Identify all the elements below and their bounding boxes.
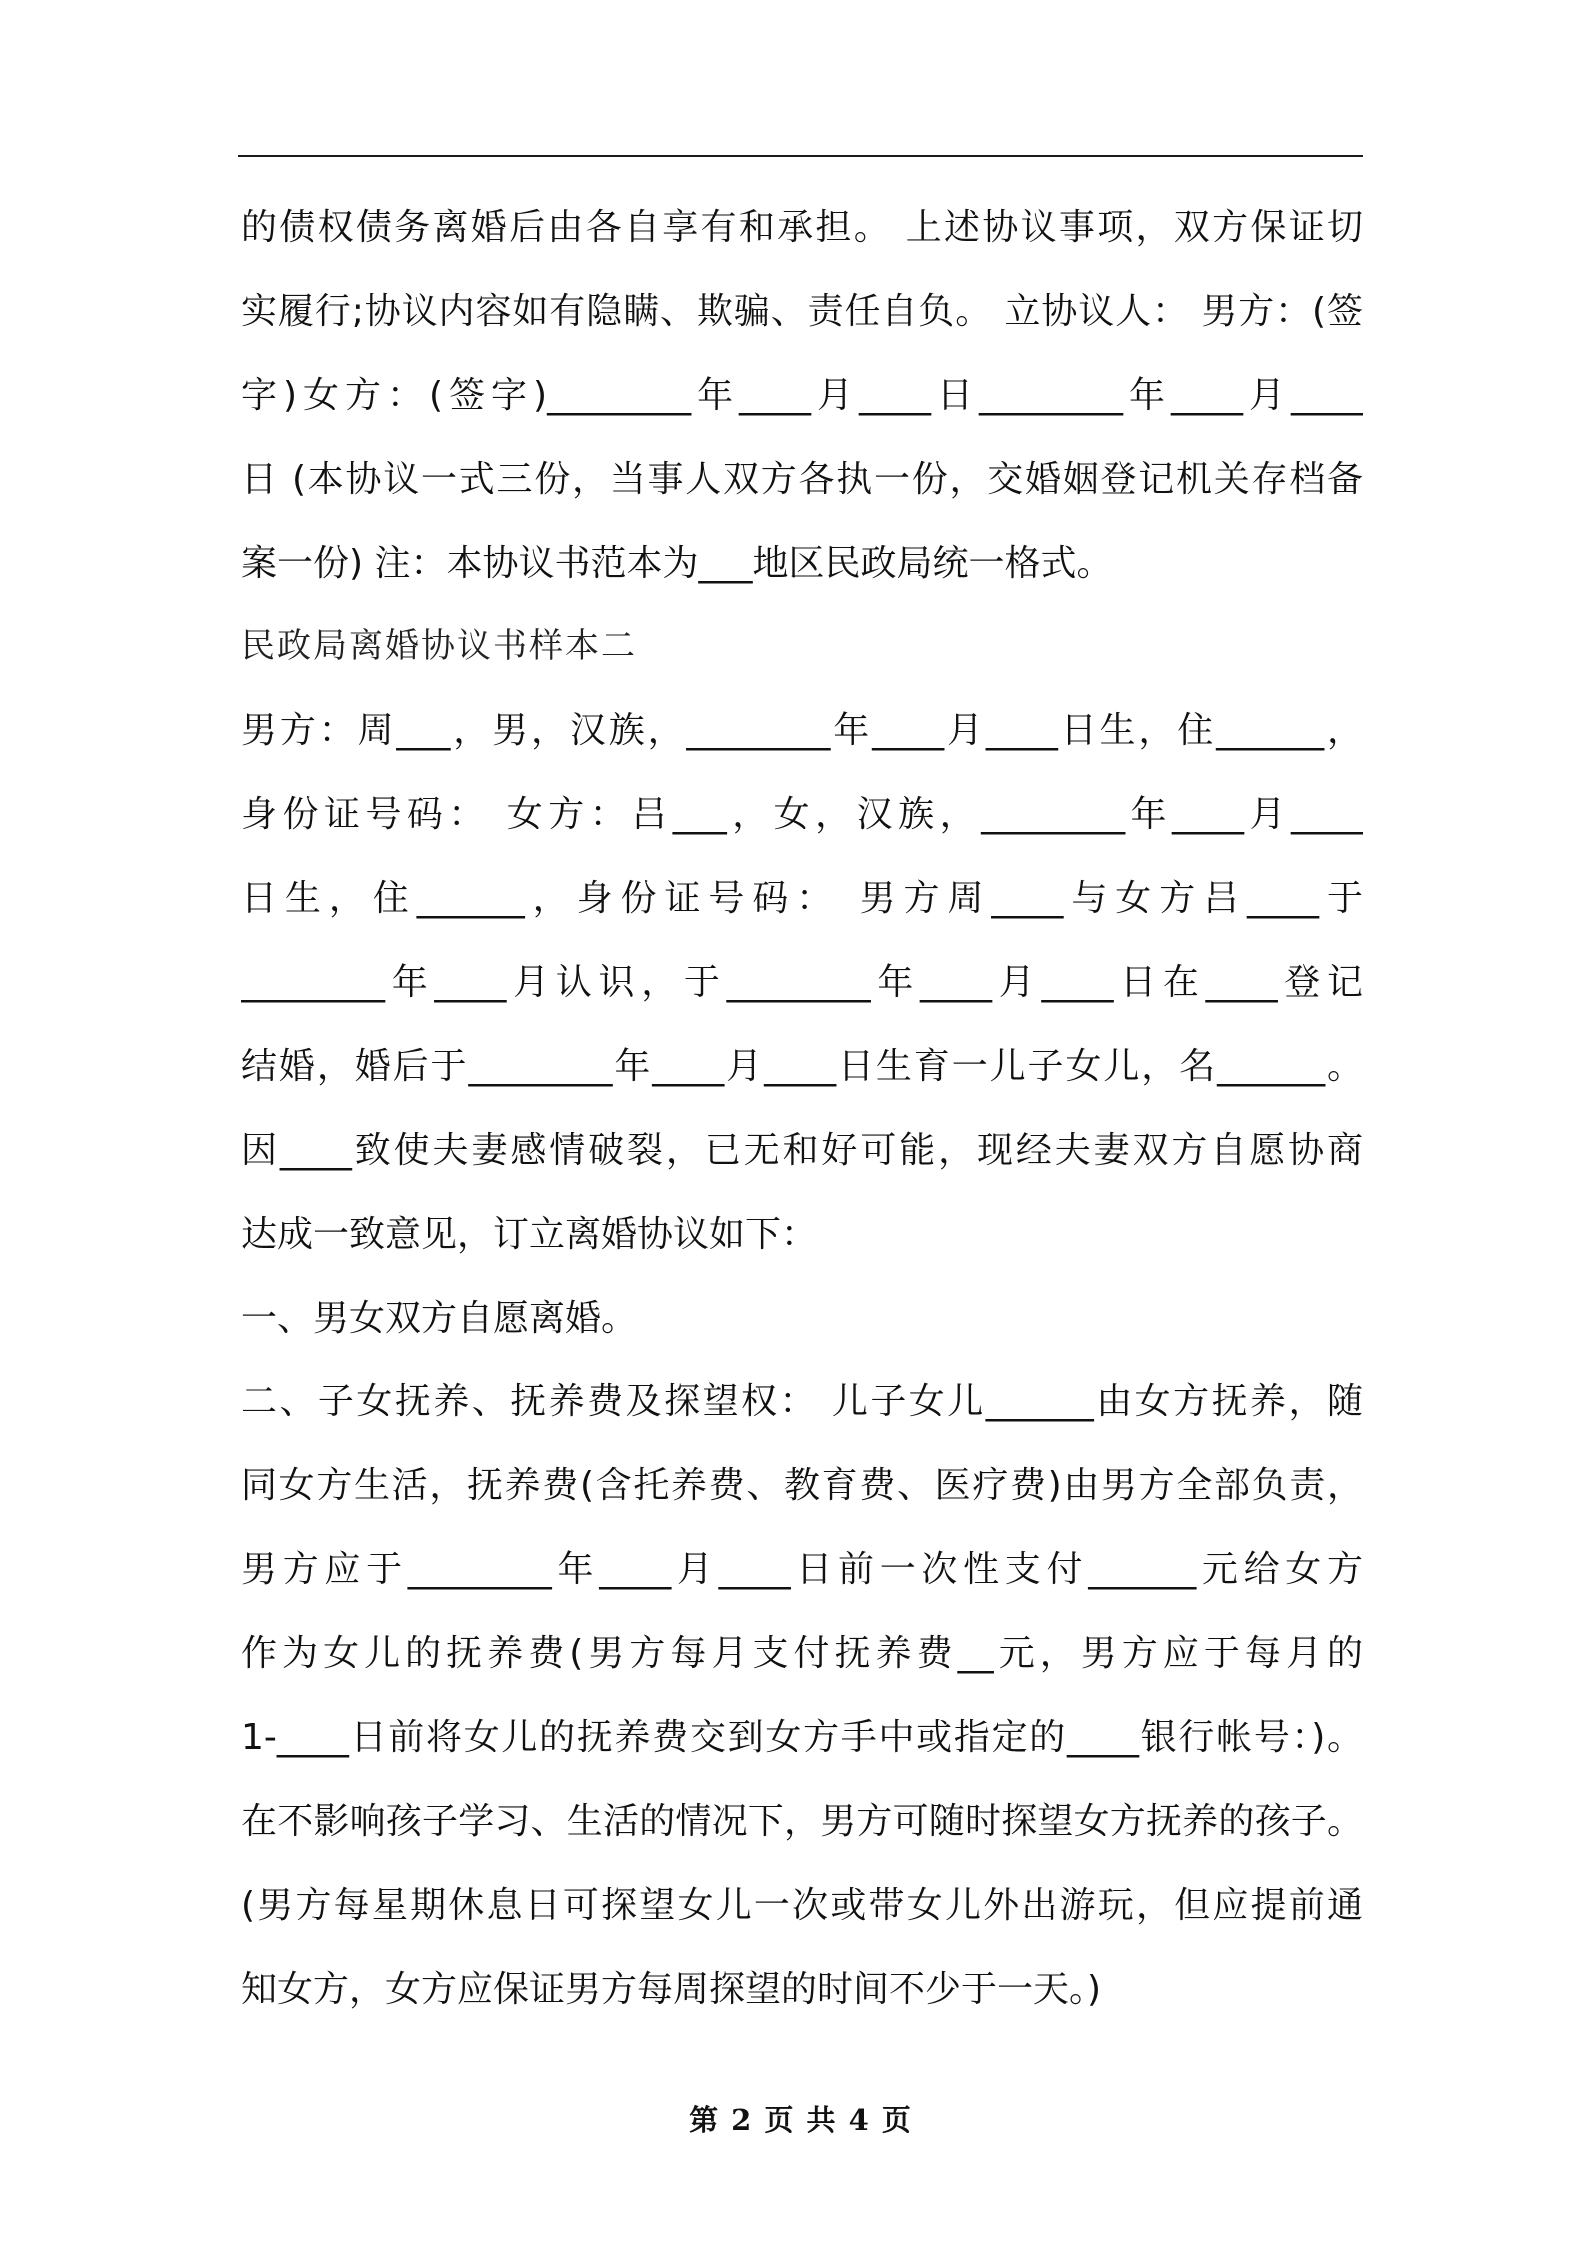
text-line: 男方：周___，男，汉族，________年____月____日生，住______， bbox=[241, 710, 1363, 752]
text-line: 身份证号码： 女方：吕___，女，汉族，________年____月____ bbox=[241, 794, 1363, 836]
parties-paragraph bbox=[241, 689, 1363, 1276]
text-line: 实履行;协议内容如有隐瞒、欺骗、责任自负。 立协议人： 男方：(签 bbox=[241, 290, 1363, 332]
text-line: 字)女方：(签字)________年____月____日________年____月____ bbox=[241, 374, 1363, 416]
text-line: 的债权债务离婚后由各自享有和承担。 上述协议事项，双方保证切 bbox=[241, 207, 1363, 248]
text-line: 同女方生活，抚养费(含托养费、教育费、医疗费)由男方全部负责， bbox=[241, 1465, 1363, 1507]
text-line: 男方应于________年____月____日前一次性支付______元给女方 bbox=[241, 1549, 1363, 1591]
text-line: 结婚，婚后于________年____月____日生育一儿子女儿，名______。 bbox=[241, 1045, 1363, 1087]
text-line: 二、子女抚养、抚养费及探望权： 儿子女儿______由女方抚养，随 bbox=[241, 1381, 1363, 1423]
page-body bbox=[241, 186, 1363, 2032]
page-number: 第 2 页 共 4 页 bbox=[689, 2103, 911, 2137]
text-line: 日 (本协议一式三份，当事人双方各执一份，交婚姻登记机关存档备 bbox=[241, 458, 1363, 500]
clause-2 bbox=[241, 1360, 1363, 2031]
text-line: 在不影响孩子学习、生活的情况下，男方可随时探望女方抚养的孩子。 bbox=[241, 1800, 1363, 1842]
text-line: 作为女儿的抚养费(男方每月支付抚养费__元，男方应于每月的 bbox=[241, 1633, 1363, 1675]
text-line: 达成一致意见，订立离婚协议如下： bbox=[241, 1213, 818, 1255]
text-line: 日生，住______，身份证号码： 男方周____与女方吕____于 bbox=[241, 878, 1363, 920]
text-line: ________年____月认识，于________年____月____日在____登记 bbox=[241, 962, 1363, 1004]
clause-1: 一、男女双方自愿离婚。 bbox=[241, 1297, 638, 1339]
text-line: 因____致使夫妻感情破裂，已无和好可能，现经夫妻双方自愿协商 bbox=[241, 1129, 1363, 1171]
continued-paragraph bbox=[241, 186, 1363, 605]
text-line: 1-____日前将女儿的抚养费交到女方手中或指定的____银行帐号：)。 bbox=[241, 1717, 1363, 1759]
section-title: 民政局离婚协议书样本二 bbox=[241, 626, 637, 667]
text-line: 知女方，女方应保证男方每周探望的时间不少于一天。) bbox=[241, 1968, 1102, 2010]
text-line: (男方每星期休息日可探望女儿一次或带女儿外出游玩，但应提前通 bbox=[241, 1884, 1363, 1926]
text-line: 案一份) 注：本协议书范本为___地区民政局统一格式。 bbox=[241, 542, 1113, 584]
header-rule bbox=[238, 155, 1363, 157]
